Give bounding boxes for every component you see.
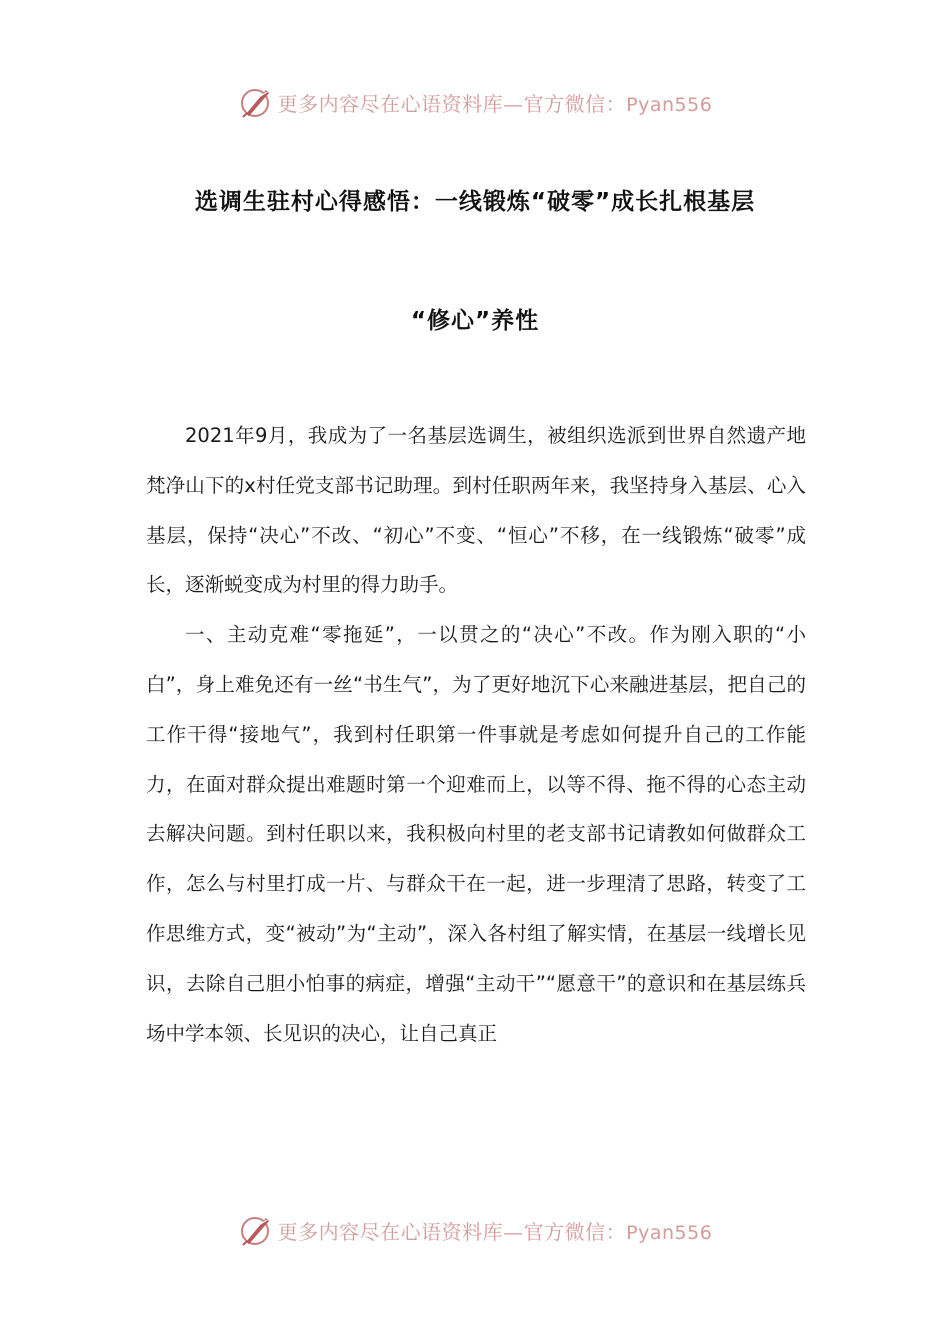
banner-text: [278, 88, 713, 117]
wechat-id: Pyan556: [626, 93, 713, 116]
paragraph-2: 一、主动克难“零拖延”，一以贯之的“决心”不改。作为刚入职的“小白”，身上难免还有一丝“书生气”，为了更好地沉下心来融进基层，把自己的工作干得“接地气”，我到村任职第一件事就是考虑如何提升自己的工作能力，在面对群众提出难题时第一个迎难而上，以等不得、拖不得的心态主动去解决问题。到村任职以来，我积极向村里的老支部书记请教如何做群众工作，怎么与村里打成一片、与群众干在一起，进一步理清了思路，转变了工作思维方式，变“被动”为“主动”，深入各村组了解实情，在基层一线增长见识，去除自己胆小怕事的病症，增强“主动干”“愿意干”的意识和在基层练兵场中学本领、长见识的决心，让自己真正: [146, 623, 806, 1045]
quill-circle-logo-icon: [238, 84, 274, 120]
banner-prefix: 更多内容尽在心语资料库—官方微信：: [277, 91, 627, 116]
article-body: [146, 411, 806, 1058]
body-clip: [120, 405, 830, 1157]
page-title-line-2: “修心”养性: [410, 308, 540, 334]
banner-text: [278, 1216, 713, 1245]
header-watermark-banner: [0, 82, 950, 122]
paragraph-1: 2021年9月，我成为了一名基层选调生，被组织选派到世界自然遗产地梵净山下的x村任党支部书记助理。到村任职两年来，我坚持身入基层、心入基层，保持“决心”不改、“初心”不变、“恒心”不移，在一线锻炼“破零”成长，逐渐蜕变成为村里的得力助手。: [146, 424, 806, 597]
quill-circle-logo-icon: [238, 1212, 274, 1248]
wechat-id: Pyan556: [626, 1221, 713, 1244]
page-title-line-1: 选调生驻村心得感悟：一线锻炼“破零”成长扎根基层: [194, 189, 756, 215]
footer-watermark-banner: [0, 1210, 950, 1250]
banner-prefix: 更多内容尽在心语资料库—官方微信：: [277, 1219, 627, 1244]
